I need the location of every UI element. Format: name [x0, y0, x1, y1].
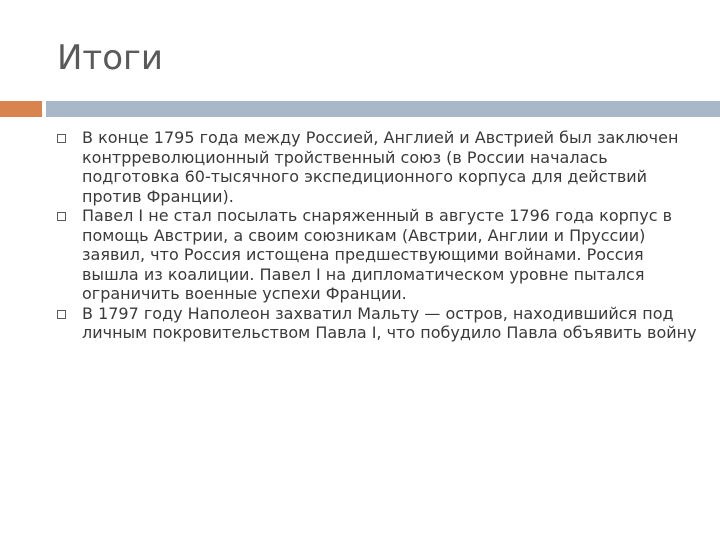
- bullet-text: В конце 1795 года между Россией, Англией и Австрией был заключен контрреволюционный тройственный союз (в России началась подготовка 60-тысячного экспедиционного корпуса для действий против Франции).: [82, 128, 679, 206]
- square-bullet-icon: [57, 212, 66, 221]
- bullet-item: [52, 206, 702, 304]
- square-bullet-icon: [57, 134, 66, 143]
- title-accent-bar: [0, 101, 42, 117]
- title-divider-bar: [46, 101, 720, 117]
- bullet-item: [52, 304, 702, 343]
- bullet-item: [52, 128, 702, 206]
- square-bullet-icon: [57, 310, 66, 319]
- slide-title: Итоги: [57, 38, 164, 78]
- bullet-text: Павел I не стал посылать снаряженный в августе 1796 года корпус в помощь Австрии, а своим союзникам (Австрии, Англии и Пруссии) заявил, что Россия истощена предшествующими войнами. Россия вышла из коалиции. Павел I на дипломатическом уровне пытался ограничить военные успехи Франции.: [82, 206, 673, 303]
- bullet-list: [52, 128, 702, 343]
- bullet-text: В 1797 году Наполеон захватил Мальту — остров, находившийся под личным покровительством Павла I, что побудило Павла объявить войну: [82, 303, 697, 342]
